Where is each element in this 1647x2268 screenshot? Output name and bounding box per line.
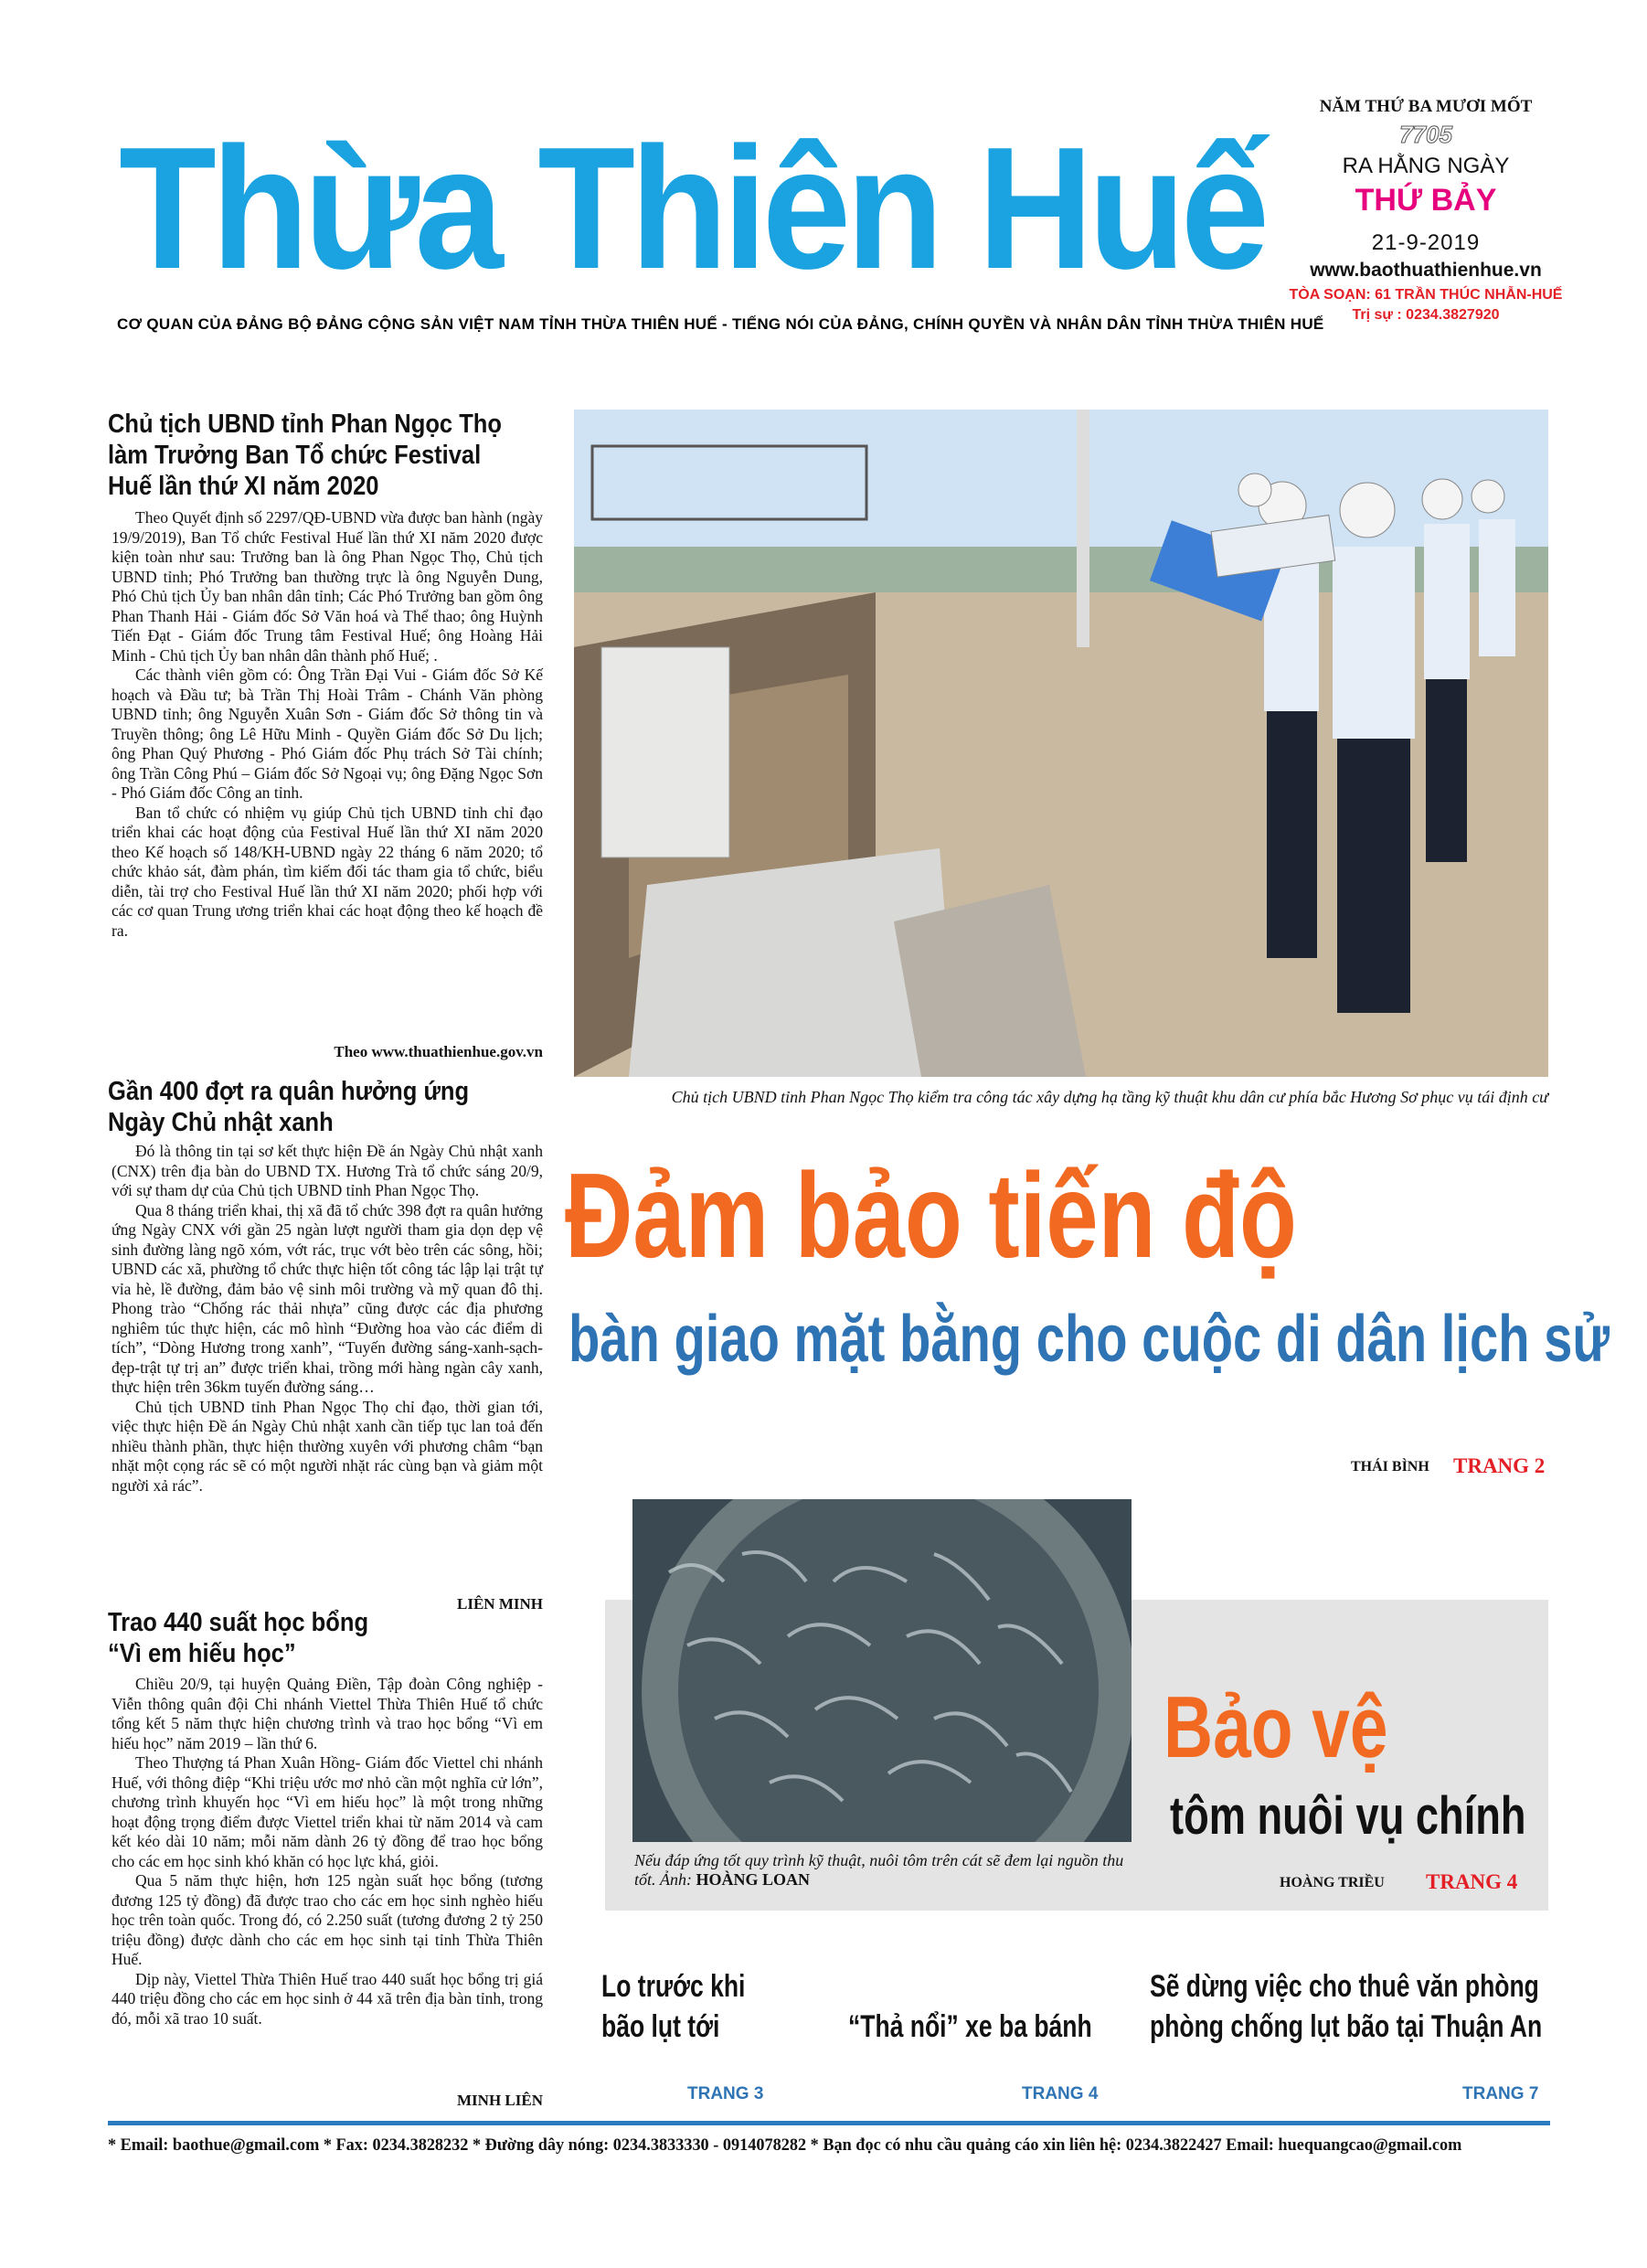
article2-paragraph: Đó là thông tin tại sơ kết thực hiện Đề án Ngày Chủ nhật xanh (CNX) trên địa bàn do UBND TX. Hương Trà tổ chức sáng 20/9, với sự tham dự của Chủ tịch UBND tỉnh Phan Ngọc Thọ. [112, 1142, 543, 1199]
article3-headline: Trao 440 suất học bổng “Vì em hiếu học” [108, 1608, 369, 1668]
article2-byline: LIÊN MINH [457, 1595, 543, 1613]
article2-paragraph: Qua 8 tháng triển khai, thị xã đã tổ chức 398 đợt ra quân hưởng ứng Ngày CNX với gần 25 ngàn lượt người tham gia dọn dẹp vệ sinh đường làng ngõ xóm, vớt rác, trục vớt bèo trên các sông, hồi; UBND các xã, phường tổ chức thực hiện tốt công tác lập lại trật tự vỉa hè, lề đường, đảm bảo vệ sinh môi trường và mỹ quan đô thị. Phong trào “Chống rác thải nhựa” cũng được các địa phương nghiêm túc thực hiện, các mô hình “Đường hoa vào các điểm di tích”, “Dòng Hương trong xanh”, “Tuyến đường sáng-xanh-sạch-đẹp-trật tự trị an” được triển khai, trồng mới hàng ngàn cây xanh, thực hiện trên 36km tuyến đường sáng… [112, 1200, 543, 1396]
article1-source: Theo www.thuathienhue.gov.vn [334, 1043, 543, 1060]
frequency: RA HẰNG NGÀY [1342, 154, 1510, 178]
teaser2-page-link[interactable]: TRANG 4 [1022, 2084, 1099, 2103]
lead-subheadline: bàn giao mặt bằng cho cuộc di dân lịch sử [568, 1303, 1610, 1376]
admin-phone: Trị sự : 0234.3827920 [1352, 307, 1500, 323]
teaser1-line1[interactable]: Lo trước khi [601, 1969, 746, 2004]
shrimp-caption-text: Nếu đáp ứng tốt quy trình kỹ thuật, nuôi tôm trên cát sẽ đem lại nguồn thu tốt. Ảnh: [634, 1851, 1124, 1889]
year-line: NĂM THỨ BA MƯƠI MỐT [1319, 97, 1533, 116]
article3-body [112, 1675, 543, 2028]
article3-paragraph: Chiều 20/9, tại huyện Quảng Điền, Tập đoàn Công nghiệp - Viễn thông quân đội Chi nhánh Viettel Thừa Thiên Huế tổ chức tổng kết 5 năm thực hiện chương trình và trao học bổng “Vì em hiếu học” năm 2019 – lần thứ 6. [112, 1675, 543, 1752]
shrimp-photo-caption [634, 1851, 1146, 1890]
teaser2-title[interactable]: “Thả nổi” xe ba bánh [848, 2009, 1092, 2044]
teaser3-page-link[interactable]: TRANG 7 [1462, 2084, 1539, 2103]
article3-byline: MINH LIÊN [457, 2092, 543, 2109]
shrimp-photo [632, 1499, 1132, 1842]
shrimp-page-link[interactable]: TRANG 4 [1426, 1870, 1518, 1893]
masthead-title: Thừa Thiên Huế [119, 112, 1265, 305]
teaser3-line1[interactable]: Sẽ dừng việc cho thuê văn phòng [1150, 1969, 1539, 2004]
footer-rule [108, 2121, 1550, 2125]
shrimp-headline: Bảo vệ [1164, 1678, 1388, 1776]
article2-body [112, 1142, 543, 1496]
issue-date: 21-9-2019 [1371, 230, 1481, 255]
article1-paragraph: Theo Quyết định số 2297/QĐ-UBND vừa được ban hành (ngày 19/9/2019), Ban Tổ chức Festival Huế lần thứ XI năm 2020 được kiện toàn như sau: Trưởng ban là ông Phan Ngọc Thọ, Chủ tịch UBND tỉnh; Phó Trưởng ban thường trực là ông Nguyễn Dung, Phó Chủ tịch Ủy ban nhân dân tỉnh; Các Phó Trưởng ban gồm ông Phan Thanh Hải - Giám đốc Sở Văn hoá và Thể thao; ông Huỳnh Tiến Đạt - Giám đốc Trung tâm Festival Huế; ông Hoàng Hải Minh - Chủ tịch Ủy ban nhân dân thành phố Huế; . [112, 508, 543, 665]
article3-paragraph: Qua 5 năm thực hiện, hơn 125 ngàn suất học bổng (tương đương 125 tỷ đồng) đã được trao cho các em học sinh nghèo hiếu học trên toàn quốc. Trong đó, có 2.250 suất (tương đương 2 tỷ 250 triệu đồng) được dành cho các em học sinh tại tỉnh Thừa Thiên Huế. [112, 1871, 543, 1968]
issue-number: 7705 [1399, 121, 1452, 148]
website: www.baothuathienhue.vn [1310, 260, 1542, 281]
article1-headline: Chủ tịch UBND tỉnh Phan Ngọc Thọ làm Trưởng Ban Tổ chức Festival Huế lần thứ XI năm 2020 [108, 410, 502, 501]
masthead-tagline: CƠ QUAN CỦA ĐẢNG BỘ ĐẢNG CỘNG SẢN VIỆT NAM TỈNH THỪA THIÊN HUẾ - TIẾNG NÓI CỦA ĐẢNG, CHÍNH QUYỀN VÀ NHÂN DÂN TỈNH THỪA THIÊN HUẾ [117, 315, 1324, 333]
lead-page-link[interactable]: TRANG 2 [1453, 1454, 1546, 1477]
lead-photo-caption: Chủ tịch UBND tỉnh Phan Ngọc Thọ kiểm tra công tác xây dựng hạ tầng kỹ thuật khu dân cư phía bắc Hương Sơ phục vụ tái định cư [671, 1088, 1548, 1106]
article3-paragraph: Theo Thượng tá Phan Xuân Hồng- Giám đốc Viettel chi nhánh Huế, với thông điệp “Khi triệu ước mơ nhỏ cần một nghĩa cử lớn”, chương trình khuyến học “Vì em hiếu học” là một trong những hoạt động trọng điểm được Viettel triển khai từ năm 2014 và cam kết kéo dài 10 năm; mỗi năm dành 26 tỷ đồng để trao học bổng cho các em học sinh khó khăn có học lực khá, giỏi. [112, 1753, 543, 1870]
weekday: THỨ BẢY [1355, 183, 1497, 218]
article1-paragraph: Ban tổ chức có nhiệm vụ giúp Chủ tịch UBND tỉnh chỉ đạo triển khai các hoạt động của Festival Huế lần thứ XI năm 2020 theo Kế hoạch số 148/KH-UBND ngày 22 tháng 6 năm 2020; tổ chức khảo sát, đàm phán, tìm kiếm đối tác tham gia tổ chức, biểu diễn, tài trợ cho Festival Huế lần thứ XI năm 2020; phối hợp với các cơ quan Trung ương triển khai các hoạt động theo kế hoạch đề ra. [112, 803, 543, 940]
lead-headline: Đảm bảo tiến độ [565, 1148, 1297, 1283]
article2-paragraph: Chủ tịch UBND tỉnh Phan Ngọc Thọ chỉ đạo, thời gian tới, việc thực hiện Đề án Ngày Chủ nhật xanh cần tiếp tục lan toả đến nhiều thành phần, thực hiện thường xuyên với phương châm “bạn nhặt một cọng rác sẽ có một người nhặt rác cùng bạn và giảm một người xả rác”. [112, 1397, 543, 1495]
shrimp-subheadline: tôm nuôi vụ chính [1170, 1786, 1526, 1846]
footer-contacts: * Email: baothue@gmail.com * Fax: 0234.3828232 * Đường dây nóng: 0234.3833330 - 0914078282 * Bạn đọc có nhu cầu quảng cáo xin liên hệ: 0234.3822427 Email: huequangcao@gmail.com [108, 2135, 1462, 2155]
article3-paragraph: Dịp này, Viettel Thừa Thiên Huế trao 440 suất học bổng trị giá 440 triệu đồng cho các em học sinh ở 44 xã trên địa bàn tỉnh, trong đó, mỗi xã trao 10 suất. [112, 1969, 543, 2028]
teaser3-line2[interactable]: phòng chống lụt bão tại Thuận An [1150, 2009, 1543, 2044]
article1-body [112, 508, 543, 941]
teaser1-page-link[interactable]: TRANG 3 [687, 2084, 764, 2103]
article1-paragraph: Các thành viên gồm có: Ông Trần Đại Vui - Giám đốc Sở Kế hoạch và Đầu tư; bà Trần Thị Hoài Trâm - Chánh Văn phòng UBND tỉnh; ông Nguyễn Xuân Sơn - Giám đốc Sở thông tin và Truyền thông; ông Lê Hữu Minh - Quyền Giám đốc Sở Du lịch; ông Phan Quý Phương - Phó Giám đốc Phụ trách Sở Tài chính; ông Trần Công Phú – Giám đốc Sở Ngoại vụ; ông Đặng Ngọc Sơn - Phó Giám đốc Công an tỉnh. [112, 665, 543, 802]
office-address: TÒA SOẠN: 61 TRẦN THÚC NHẪN-HUẾ [1289, 287, 1563, 303]
shrimp-author: HOÀNG TRIỀU [1280, 1875, 1385, 1890]
lead-author: THÁI BÌNH [1351, 1459, 1429, 1475]
lead-photo [574, 410, 1548, 1077]
article2-headline: Gần 400 đợt ra quân hưởng ứng Ngày Chủ nhật xanh [108, 1077, 470, 1137]
teaser1-line2[interactable]: bão lụt tới [601, 2009, 720, 2044]
shrimp-photographer: HOÀNG LOAN [696, 1870, 811, 1889]
